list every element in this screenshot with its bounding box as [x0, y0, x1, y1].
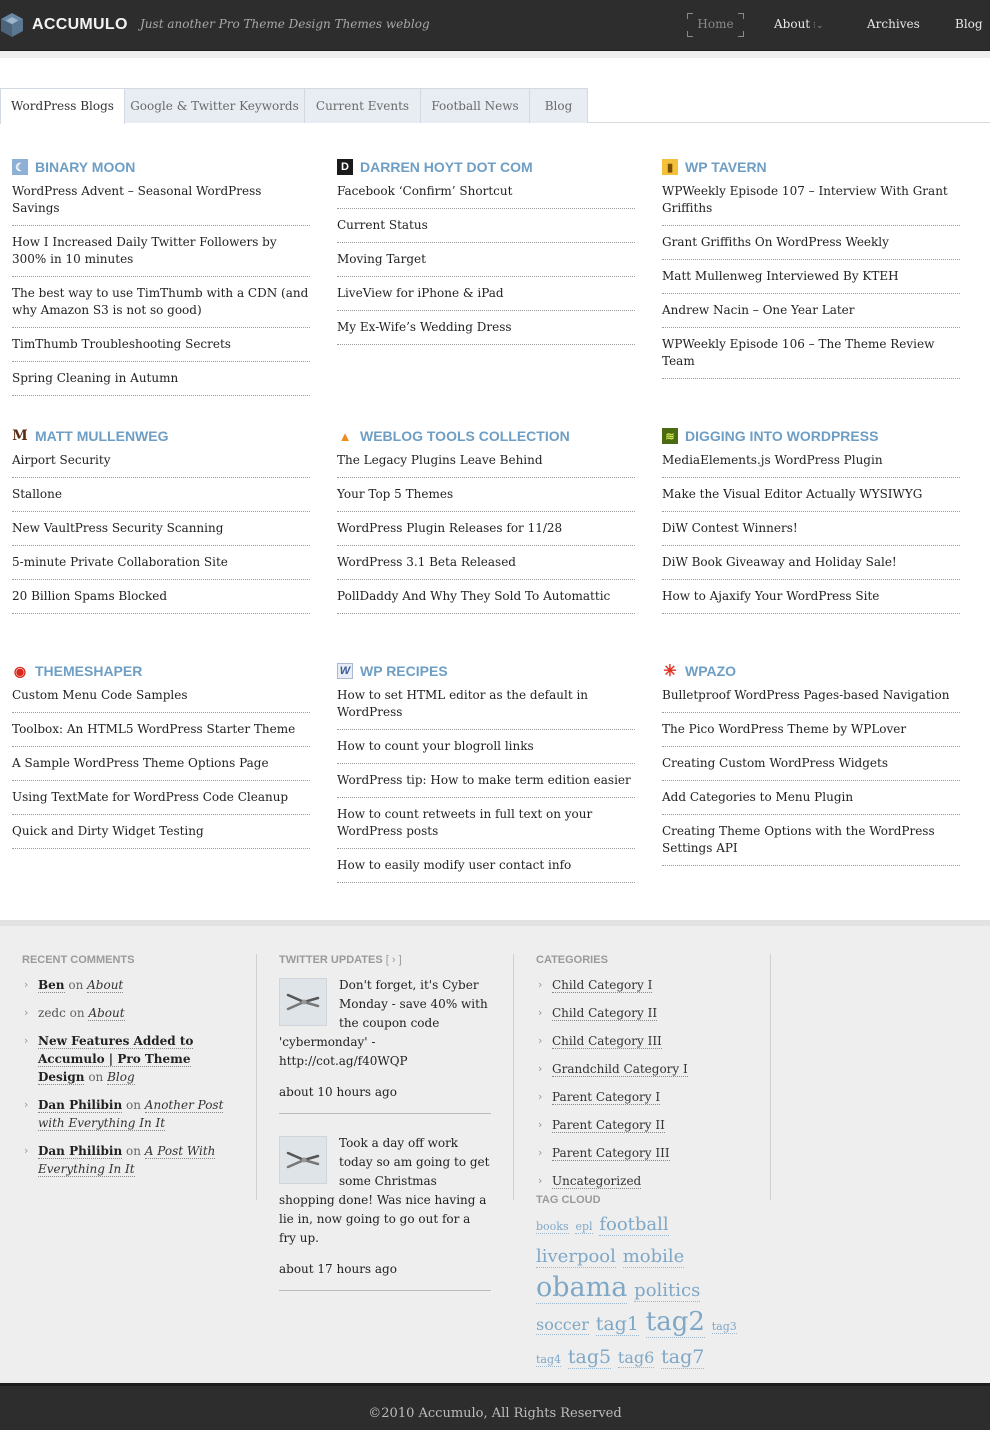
themeshaper-icon: ◉	[13, 662, 27, 679]
feed-darren-hoyt	[337, 158, 635, 353]
feed-header	[662, 427, 960, 445]
category-item	[536, 1088, 751, 1106]
recent-comments-widget	[22, 954, 237, 1188]
feed-list	[12, 452, 310, 614]
feed-item[interactable]: Moving Target	[337, 251, 635, 277]
category-link[interactable]: Parent Category I	[552, 1090, 661, 1104]
widget-divider	[513, 954, 514, 1200]
tweet-body	[279, 976, 491, 1071]
feed-item[interactable]: WordPress Advent – Seasonal WordPress Savings	[12, 183, 310, 226]
chevron-right-icon: ›	[538, 1090, 543, 1103]
chevron-right-icon: ›	[538, 978, 543, 991]
pliers-icon	[286, 989, 320, 1015]
comment-author[interactable]: Dan Philibin	[38, 1098, 123, 1112]
feed-list	[662, 183, 960, 379]
tweet-timestamp[interactable]: about 17 hours ago	[279, 1262, 397, 1276]
tweet	[279, 1134, 491, 1291]
feed-item[interactable]: How to count retweets in full text on your WordPress posts	[337, 806, 635, 849]
feed-digging-into-wordpress	[662, 427, 960, 622]
feed-title[interactable]: MATT MULLENWEG	[35, 428, 169, 444]
tab-bar	[0, 88, 990, 123]
nav-about-label: About	[774, 17, 811, 31]
bracket-corner	[687, 13, 693, 19]
feed-themeshaper	[12, 662, 310, 857]
feed-header	[337, 662, 635, 680]
comment-on: on	[126, 1098, 141, 1112]
pliers-icon	[286, 1147, 320, 1173]
tag-link[interactable]: epl	[575, 1220, 593, 1233]
comment-author[interactable]: Ben	[38, 978, 65, 992]
feed-item[interactable]: Make the Visual Editor Actually WYSIWYG	[662, 486, 960, 512]
chevron-right-icon: ›	[538, 1006, 543, 1019]
comment-on: on	[88, 1070, 104, 1084]
feed-item[interactable]: DiW Contest Winners!	[662, 520, 960, 546]
feed-item[interactable]: LiveView for iPhone & iPad	[337, 285, 635, 311]
site-logo[interactable]	[0, 12, 128, 38]
feed-item[interactable]: PollDaddy And Why They Sold To Automattic	[337, 588, 635, 614]
comment-post[interactable]: Blog	[107, 1070, 135, 1084]
feed-header	[12, 158, 310, 176]
feed-item[interactable]: A Sample WordPress Theme Options Page	[12, 755, 310, 781]
dropdown-caret-icon: ⁝⌄	[813, 21, 824, 31]
feed-header	[337, 427, 635, 445]
bracket-corner	[738, 13, 744, 19]
site-footer	[0, 1383, 990, 1430]
comment-on: on	[69, 1006, 85, 1020]
feed-item[interactable]: WordPress tip: How to make term edition easier	[337, 772, 635, 798]
comment-post[interactable]: About	[87, 978, 124, 992]
feed-title[interactable]: WP TAVERN	[685, 159, 767, 175]
feed-title[interactable]: WP RECIPES	[360, 663, 448, 679]
category-link[interactable]: Child Category II	[552, 1006, 658, 1020]
feed-list	[662, 452, 960, 614]
bracket-corner	[738, 31, 744, 37]
category-link[interactable]: Child Category I	[552, 978, 653, 992]
footer-widgets	[0, 920, 990, 1383]
wp-tavern-icon: ▮	[662, 159, 678, 175]
feed-wp-tavern	[662, 158, 960, 387]
widget-divider	[256, 954, 257, 1200]
tag-link[interactable]: tag6	[617, 1348, 655, 1367]
category-link[interactable]: Parent Category II	[552, 1118, 665, 1132]
feed-item[interactable]: Stallone	[12, 486, 310, 512]
chevron-right-icon: ›	[538, 1174, 543, 1187]
feed-list	[12, 183, 310, 396]
chevron-right-icon: ›	[538, 1146, 543, 1159]
rss-link[interactable]: [ › ]	[385, 954, 402, 966]
comment-post[interactable]: A Post With Everything In It	[38, 1144, 216, 1176]
category-item	[536, 1172, 751, 1190]
feed-item[interactable]: The Legacy Plugins Leave Behind	[337, 452, 635, 478]
widget-title	[279, 954, 494, 966]
feed-header	[12, 662, 310, 680]
avatar[interactable]	[279, 1136, 327, 1184]
feed-item[interactable]: Spring Cleaning in Autumn	[12, 370, 310, 396]
widget-divider	[770, 954, 771, 1200]
feed-item[interactable]: The Pico WordPress Theme by WPLover	[662, 721, 960, 747]
comment-post[interactable]: Another Post with Everything In It	[38, 1098, 224, 1130]
chevron-right-icon: ›	[24, 978, 29, 991]
feed-item[interactable]: Add Categories to Menu Plugin	[662, 789, 960, 815]
feed-item[interactable]: Current Status	[337, 217, 635, 243]
chevron-right-icon: ›	[24, 1098, 29, 1111]
feed-list	[337, 452, 635, 614]
feed-title[interactable]: WPAZO	[685, 663, 737, 679]
feed-item[interactable]: Your Top 5 Themes	[337, 486, 635, 512]
feed-item[interactable]: Using TextMate for WordPress Code Cleanup	[12, 789, 310, 815]
feed-item[interactable]: TimThumb Troubleshooting Secrets	[12, 336, 310, 362]
site-tagline: Just another Pro Theme Design Themes weblog	[140, 17, 430, 31]
feed-item[interactable]: WordPress Plugin Releases for 11/28	[337, 520, 635, 546]
feed-header	[12, 427, 310, 445]
nav-home[interactable]	[687, 13, 744, 37]
feed-title[interactable]: DARREN HOYT DOT COM	[360, 159, 533, 175]
chevron-right-icon: ›	[24, 1034, 29, 1047]
tab-current-events[interactable]: Current Events	[304, 88, 421, 123]
site-header	[0, 0, 990, 51]
feed-item[interactable]: WordPress 3.1 Beta Released	[337, 554, 635, 580]
comment-post[interactable]: About	[88, 1006, 125, 1020]
feed-wp-recipes	[337, 662, 635, 891]
nav-archives[interactable]: Archives	[867, 17, 920, 31]
feed-item[interactable]: How to set HTML editor as the default in WordPress	[337, 687, 635, 730]
nav-home-label: Home	[697, 17, 734, 31]
twitter-title: TWITTER UPDATES	[279, 954, 383, 966]
tag-link[interactable]: liverpool	[536, 1246, 616, 1267]
avatar[interactable]	[279, 978, 327, 1026]
comment-item	[22, 976, 237, 994]
feed-item[interactable]: Custom Menu Code Samples	[12, 687, 310, 713]
tab-google-twitter-keywords[interactable]: Google & Twitter Keywords	[124, 88, 305, 123]
feed-title[interactable]: DIGGING INTO WORDPRESS	[685, 428, 879, 444]
feed-list	[337, 183, 635, 345]
chevron-right-icon: ›	[538, 1034, 543, 1047]
feed-item[interactable]: Creating Theme Options with the WordPress Settings API	[662, 823, 960, 866]
widget-title: CATEGORIES	[536, 954, 608, 966]
category-item	[536, 976, 751, 994]
weblog-tools-icon: ▲	[338, 428, 352, 444]
header-subbar	[0, 51, 990, 58]
feed-item[interactable]: The best way to use TimThumb with a CDN (and why Amazon S3 is not so good)	[12, 285, 310, 328]
comments-list	[22, 976, 237, 1178]
comment-item	[22, 1032, 237, 1086]
chevron-right-icon: ›	[538, 1062, 543, 1075]
category-item	[536, 1032, 751, 1050]
feed-item[interactable]: How I Increased Daily Twitter Followers by 300% in 10 minutes	[12, 234, 310, 277]
feed-title[interactable]: WEBLOG TOOLS COLLECTION	[360, 428, 570, 444]
categories-widget	[536, 954, 751, 1200]
comment-on: on	[68, 978, 84, 992]
binary-moon-icon: ☾	[12, 159, 28, 175]
comment-author[interactable]: New Features Added to Accumulo | Pro Theme Design	[38, 1034, 194, 1084]
wpazo-icon: ✳	[663, 663, 677, 680]
tweet	[279, 976, 491, 1114]
tag-link[interactable]: soccer	[536, 1315, 589, 1334]
bracket-corner	[687, 31, 693, 37]
tag-link[interactable]: tag2	[645, 1307, 705, 1337]
tag-link[interactable]: tag5	[567, 1346, 612, 1368]
feed-item[interactable]: Toolbox: An HTML5 WordPress Starter Theme	[12, 721, 310, 747]
matt-mullenweg-icon: M	[12, 428, 28, 444]
feed-header	[662, 662, 960, 680]
tag-link[interactable]: tag1	[595, 1313, 639, 1335]
copyright-text: ©2010 Accumulo, All Rights Reserved	[368, 1406, 622, 1421]
feed-item[interactable]: 20 Billion Spams Blocked	[12, 588, 310, 614]
category-item	[536, 1004, 751, 1022]
category-item	[536, 1060, 751, 1078]
feed-title[interactable]: THEMESHAPER	[35, 663, 143, 679]
category-link[interactable]: Child Category III	[552, 1034, 662, 1048]
category-link[interactable]: Uncategorized	[552, 1174, 642, 1188]
tab-wordpress-blogs[interactable]: WordPress Blogs	[0, 88, 125, 124]
tweet-text: Took a day off work today so am going to get some Christmas shopping done! Was nice having a lie in, now going to go out for a fry up.	[279, 1136, 490, 1245]
feed-item[interactable]: 5-minute Private Collaboration Site	[12, 554, 310, 580]
feed-item[interactable]: WPWeekly Episode 107 – Interview With Grant Griffiths	[662, 183, 960, 226]
tag-link[interactable]: tag3	[711, 1320, 737, 1333]
chevron-right-icon: ›	[538, 1118, 543, 1131]
category-link[interactable]: Parent Category III	[552, 1146, 670, 1160]
comment-item	[22, 1096, 237, 1132]
feed-item[interactable]: Andrew Nacin – One Year Later	[662, 302, 960, 328]
tab-blog[interactable]: Blog	[529, 88, 588, 123]
feed-header	[337, 158, 635, 176]
nav-about[interactable]	[774, 17, 824, 31]
chevron-right-icon: ›	[24, 1144, 29, 1157]
comment-author[interactable]: Dan Philibin	[38, 1144, 123, 1158]
widget-title: RECENT COMMENTS	[22, 954, 135, 966]
comment-item	[22, 1004, 237, 1022]
nav-blog[interactable]: Blog	[955, 17, 983, 31]
feed-list	[12, 687, 310, 849]
feed-header	[662, 158, 960, 176]
tab-football-news[interactable]: Football News	[420, 88, 530, 123]
tweet-timestamp[interactable]: about 10 hours ago	[279, 1085, 397, 1099]
category-item	[536, 1144, 751, 1162]
feed-item[interactable]: Facebook ‘Confirm’ Shortcut	[337, 183, 635, 209]
tag-link[interactable]: obama	[536, 1272, 628, 1303]
chevron-right-icon: ›	[24, 1006, 29, 1019]
feed-matt-mullenweg	[12, 427, 310, 622]
feed-binary-moon	[12, 158, 310, 404]
feed-item[interactable]: Bulletproof WordPress Pages-based Navigation	[662, 687, 960, 713]
feed-item[interactable]: Quick and Dirty Widget Testing	[12, 823, 310, 849]
comment-on: on	[126, 1144, 141, 1158]
tag-link[interactable]: tag4	[536, 1353, 562, 1366]
feed-item[interactable]: Grant Griffiths On WordPress Weekly	[662, 234, 960, 260]
tweet-body	[279, 1134, 491, 1248]
comment-item	[22, 1142, 237, 1178]
tag-link[interactable]: books	[536, 1220, 569, 1233]
logo-cube-icon	[0, 12, 24, 38]
feed-item[interactable]: DiW Book Giveaway and Holiday Sale!	[662, 554, 960, 580]
feed-item[interactable]: How to count your blogroll links	[337, 738, 635, 764]
feed-item[interactable]: New VaultPress Security Scanning	[12, 520, 310, 546]
tag-cloud	[536, 1210, 756, 1408]
tweet-text: Don't forget, it's Cyber Monday - save 40% with the coupon code 'cybermonday' - http://cot.ag/f40WQP	[279, 978, 488, 1068]
feed-item[interactable]: Airport Security	[12, 452, 310, 478]
feed-item[interactable]: How to Ajaxify Your WordPress Site	[662, 588, 960, 614]
feed-item[interactable]: How to easily modify user contact info	[337, 857, 635, 883]
feed-list	[662, 687, 960, 866]
feed-item[interactable]: Matt Mullenweg Interviewed By KTEH	[662, 268, 960, 294]
feed-list	[337, 687, 635, 883]
comment-author: zedc	[38, 1006, 66, 1020]
category-link[interactable]: Grandchild Category I	[552, 1062, 688, 1076]
feed-wpazo	[662, 662, 960, 874]
digging-into-wordpress-icon: ≋	[662, 428, 678, 444]
darren-hoyt-icon: D	[337, 159, 353, 175]
feed-weblog-tools	[337, 427, 635, 622]
feed-item[interactable]: MediaElements.js WordPress Plugin	[662, 452, 960, 478]
feed-title[interactable]: BINARY MOON	[35, 159, 136, 175]
tag-link[interactable]: mobile	[622, 1246, 685, 1267]
tag-cloud-title: TAG CLOUD	[536, 1194, 601, 1206]
tag-link[interactable]: tag7	[661, 1346, 705, 1368]
wp-recipes-icon: W	[337, 663, 353, 679]
twitter-widget	[279, 954, 494, 1311]
feed-item[interactable]: My Ex-Wife’s Wedding Dress	[337, 319, 635, 345]
categories-list	[536, 976, 751, 1190]
feed-item[interactable]: Creating Custom WordPress Widgets	[662, 755, 960, 781]
category-item	[536, 1116, 751, 1134]
feed-item[interactable]: WPWeekly Episode 106 – The Theme Review Team	[662, 336, 960, 379]
tag-link[interactable]: politics	[634, 1280, 701, 1301]
tag-link[interactable]: football	[599, 1214, 669, 1235]
site-name: ACCUMULO	[32, 16, 128, 33]
